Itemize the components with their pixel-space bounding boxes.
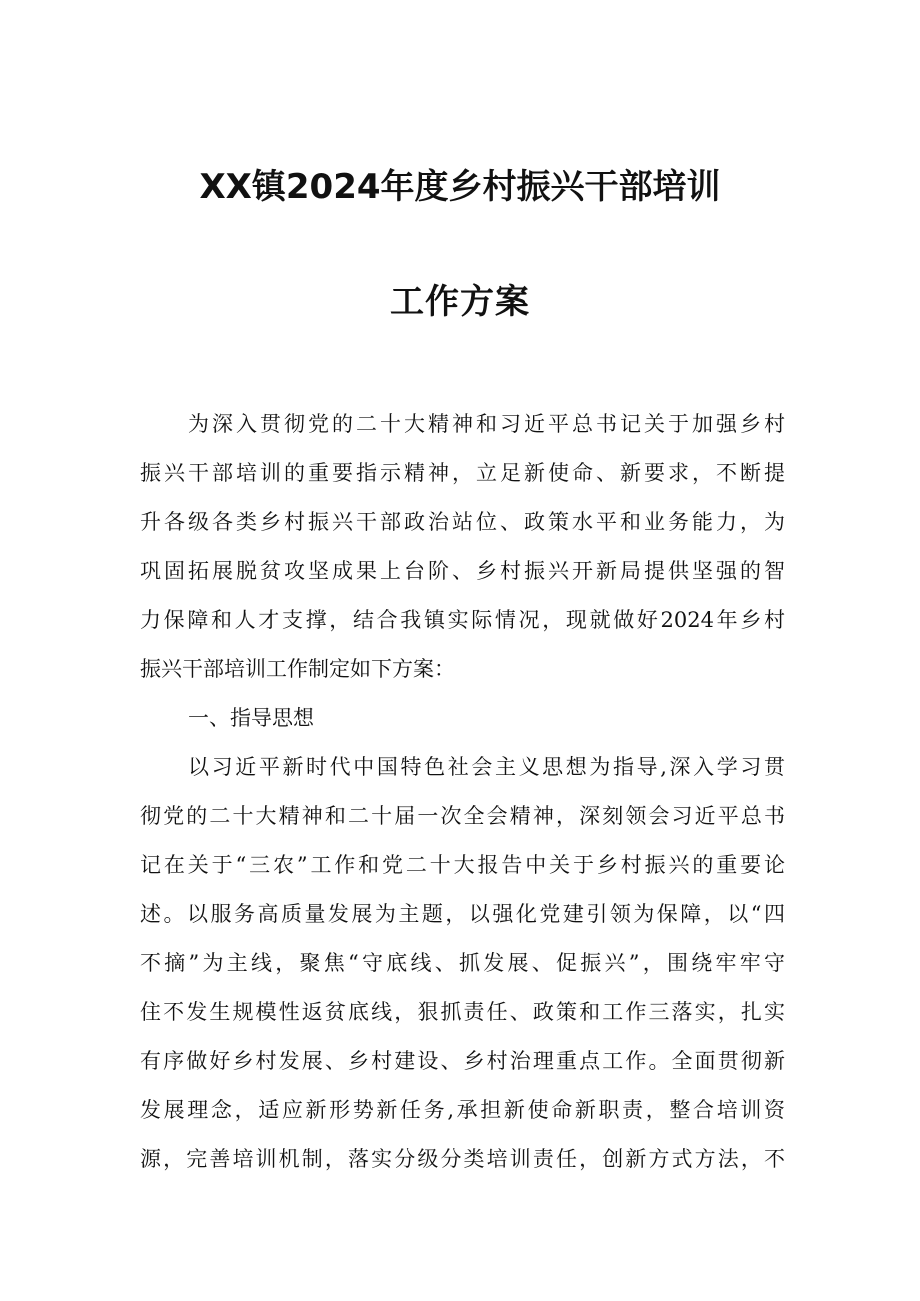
paragraph-1-line-1: 为深入贯彻党的二十大精神和习近平总书记关于加强乡村 (188, 412, 785, 436)
paragraph-1-line-4: 巩固拓展脱贫攻坚成果上台阶、乡村振兴开新局提供坚强的智 (140, 559, 785, 583)
paragraph-2-line-6: 住不发生规模性返贫底线，狠抓责任、政策和工作三落实，扎实 (140, 1000, 785, 1024)
document-title-line-2: 工作方案 (390, 282, 530, 322)
paragraph-1-line-3: 升各级各类乡村振兴干部政治站位、政策水平和业务能力，为 (140, 510, 785, 534)
section-heading-guiding-ideology: 一、指导思想 (188, 706, 314, 730)
paragraph-1-line-2: 振兴干部培训的重要指示精神，立足新使命、新要求，不断提 (140, 461, 785, 485)
paragraph-2-line-7: 有序做好乡村发展、乡村建设、乡村治理重点工作。全面贯彻新 (140, 1049, 785, 1073)
document-title-line-1: XX镇2024年度乡村振兴干部培训 (199, 167, 721, 207)
paragraph-2-line-1: 以习近平新时代中国特色社会主义思想为指导,深入学习贯 (188, 755, 785, 779)
document-body (140, 400, 785, 1184)
paragraph-2-line-9: 源，完善培训机制，落实分级分类培训责任，创新方式方法，不 (140, 1147, 785, 1171)
paragraph-2-line-5: 不摘”为主线，聚焦“守底线、抓发展、促振兴”，围绕牢牢守 (140, 951, 785, 975)
paragraph-1-line-6: 振兴干部培训工作制定如下方案： (140, 657, 455, 681)
paragraph-2-line-4: 述。以服务高质量发展为主题，以强化党建引领为保障，以“四 (140, 902, 785, 926)
paragraph-2-line-2: 彻党的二十大精神和二十届一次全会精神，深刻领会习近平总书 (140, 804, 785, 828)
paragraph-1-line-5: 力保障和人才支撑，结合我镇实际情况，现就做好2024年乡村 (140, 608, 785, 632)
paragraph-2-line-8: 发展理念，适应新形势新任务,承担新使命新职责，整合培训资 (140, 1098, 785, 1122)
paragraph-2-line-3: 记在关于“三农”工作和党二十大报告中关于乡村振兴的重要论 (140, 853, 785, 877)
